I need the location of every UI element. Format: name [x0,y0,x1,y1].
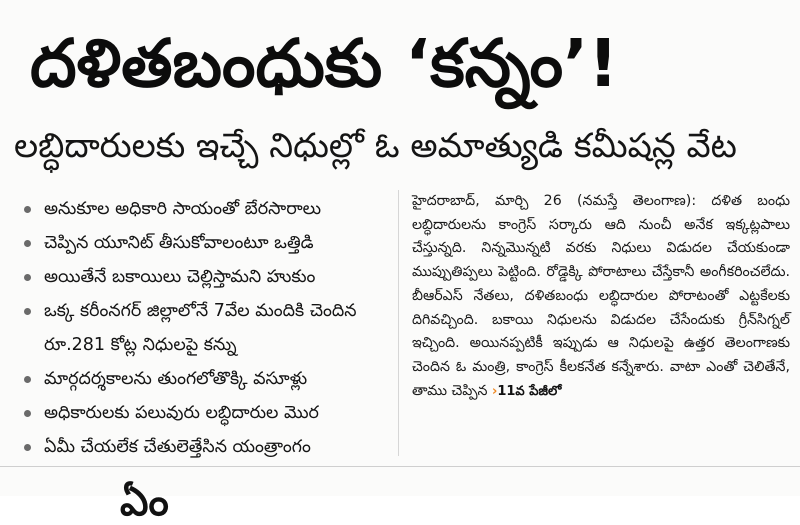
key-point [16,294,396,362]
key-point [16,362,396,396]
bullet-dot-icon [24,240,31,247]
bullet-dot-icon [24,444,31,451]
key-point-text: చెప్పిన యూనిట్ తీసుకోవాలంటూ ఒత్తిడి [44,233,314,253]
column-divider [398,190,399,456]
key-point-text: అయితేనే బకాయిలు చెల్లిస్తామని హుకుం [44,267,316,287]
key-point-text: అనుకూల అధికారి సాయంతో బేరసారాలు [44,199,322,219]
subheadline: లబ్ధిదారులకు ఇచ్చే నిధుల్లో ఓ అమాత్యుడి కమీషన్ల వేట [14,126,737,166]
key-point [16,192,396,226]
key-point [16,260,396,294]
key-points-list [16,192,396,464]
key-point-text: అధికారులకు పలువురు లబ్ధిదారుల మొర [44,403,319,423]
continued-on-page-text: 11వ పేజీలో [497,383,562,399]
key-point-text: ఏమీ చేయలేక చేతులెత్తేసిన యంత్రాంగం [44,437,311,457]
bullet-dot-icon [24,410,31,417]
key-point [16,396,396,430]
bottom-divider [0,466,800,467]
bullet-dot-icon [24,206,31,213]
chevron-right-icon: › [491,383,498,399]
key-point-text: ఒక్క కరీంనగర్ జిల్లాలోనే 7వేల మందికి చెందిన రూ.281 కోట్ల నిధులపై కన్ను [44,301,357,355]
article-text: హైదరాబాద్, మార్చి 26 (నమస్తే తెలంగాణ): దళిత బంధు లబ్ధిదారులను కాంగ్రెస్ సర్కారు ఆది నుంచీ అనేక ఇక్కట్లపాలు చేస్తున్నది. నిన్నమొన్నటి వరకు నిధులు విడుదల చేయకుండా ముప్పుతిప్పలు పెట్టింది. రోడ్డెక్కి పోరాటాలు చేస్తేకానీ అంగీకరించలేదు. బీఆర్ఎస్ నేతలు, దళితబంధు లబ్ధిదారుల పోరాటంతో ఎట్టకేలకు దిగివచ్చింది. బకాయి నిధులను విడుదల చేసేందుకు గ్రీన్‌సిగ్నల్ ఇచ్చింది. అయినప్పటికీ ఇప్పుడు ఆ నిధులపై ఉత్తర తెలంగాణకు చెందిన ఓ మంత్రి, కాంగ్రెస్ కీలకనేత కన్నేశారు. వాటా ఎంతో చెలితేనే, తాము చెప్పిన [412,193,790,399]
article-body [412,190,790,403]
continued-on-page-link[interactable] [492,384,561,399]
key-point-text: మార్గదర్శకాలను తుంగలోతొక్కి వసూళ్లు [44,369,308,389]
bullet-dot-icon [24,274,31,281]
headline: దళితబంధుకు ‘కన్నం’! [30,25,619,102]
key-point [16,226,396,260]
bullet-dot-icon [24,376,31,383]
key-point [16,430,396,464]
next-headline-fragment: ఏం [120,479,169,525]
bullet-dot-icon [24,308,31,315]
